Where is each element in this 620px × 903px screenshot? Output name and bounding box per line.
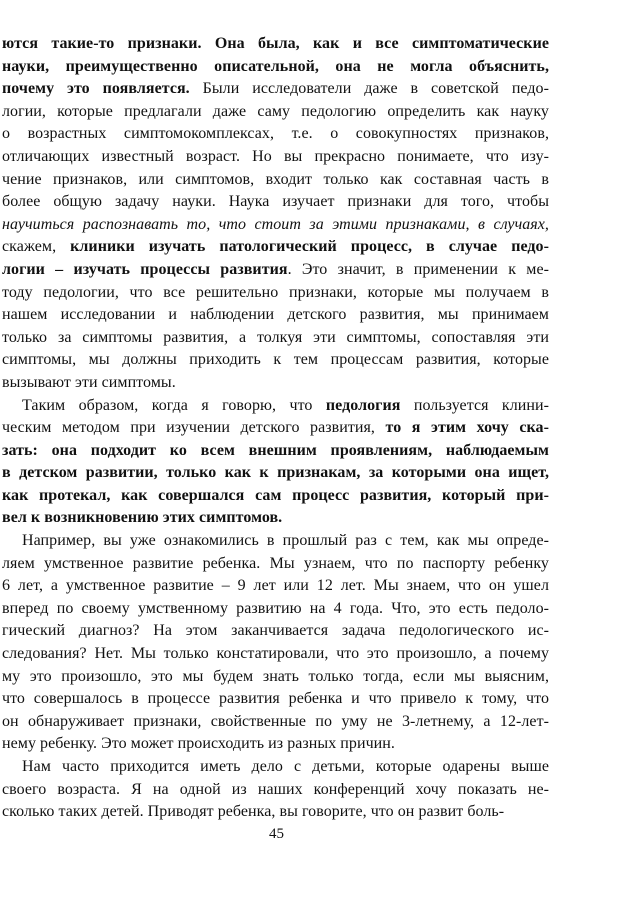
body-text: [2, 33, 549, 824]
text-run: пользуется клини-: [400, 396, 549, 414]
text-line: [2, 327, 549, 350]
text-line: [2, 372, 549, 395]
text-run: . Это значит, в применении к ме-: [287, 260, 549, 278]
text-run: Таким образом, когда я говорю, что: [22, 396, 326, 414]
text-run: логии, которые предлагали даже саму педологию определить как науку: [2, 102, 549, 120]
text-line: [2, 236, 549, 259]
text-line: [2, 146, 549, 169]
text-line: [2, 620, 549, 643]
text-line: [2, 123, 549, 146]
text-run: клиники изучать патологический процесс, в случае педо-: [70, 238, 549, 256]
text-line: [2, 417, 549, 440]
text-line: [2, 801, 549, 824]
text-run: Например, вы уже ознакомились в прошлый раз с тем, как мы опреде-: [22, 532, 549, 550]
text-run: о возрастных симптомокомплексах, т.е. о совокупностях признаков,: [2, 125, 549, 143]
text-run: гический диагноз? На этом заканчивается задача педологического ис-: [2, 622, 549, 640]
text-line: [2, 575, 549, 598]
text-line: [2, 485, 549, 508]
text-run: скажем,: [2, 238, 71, 256]
text-run: ческим методом при изучении детского развития,: [2, 419, 386, 437]
text-run: почему это появляется.: [2, 80, 190, 98]
text-run: ются такие-то признаки. Она была, как и все симптоматические: [2, 35, 549, 52]
page-number: 45: [269, 826, 284, 842]
text-run: отличающих известный возраст. Но вы прекрасно понимаете, что изу-: [2, 147, 549, 165]
text-line: [2, 756, 549, 779]
text-run: нашем исследовании и наблюдении детского развития, мы принимаем: [2, 306, 549, 324]
text-run: он обнаруживает признаки, свойственные по уму не 3-летнему, а 12-лет-: [2, 712, 549, 730]
text-run: зать: она подходит ко всем внешним проявлениям, наблюдаемым: [2, 441, 549, 459]
text-run: науки, преимущественно описательной, она не могла объяснить,: [2, 57, 549, 75]
text-run: более общую задачу науки. Наука изучает признаки для того, чтобы: [2, 193, 549, 211]
text-line: [2, 688, 549, 711]
text-run: нему ребенку. Это может происходить из разных причин.: [2, 735, 395, 753]
text-run: симптомы, мы должны приходить к тем процессам развития, которые: [2, 351, 549, 369]
text-run: вперед по своему умственному развитию на 4 года. Что, это есть педоло-: [2, 599, 549, 617]
text-run: как протекал, как совершался сам процесс развития, который при-: [2, 486, 549, 504]
text-line: [2, 462, 549, 485]
text-line: [2, 553, 549, 576]
text-line: [2, 530, 549, 553]
text-line: [2, 191, 549, 214]
text-run: чение признаков, или симптомов, входит только как составная часть в: [2, 170, 549, 188]
text-line: [2, 598, 549, 621]
text-run: только за симптомы развития, а толкуя эти симптомы, сопоставляя эти: [2, 328, 549, 346]
text-line: [2, 169, 549, 192]
text-run: следования? Нет. Мы только констатировали, что это произошло, а почему: [2, 645, 549, 663]
text-line: [2, 711, 549, 734]
text-line: [2, 282, 549, 305]
text-line: [2, 733, 549, 756]
text-line: [2, 304, 549, 327]
text-line: [2, 56, 549, 79]
text-run: ляем умственное развитие ребенка. Мы узнаем, что по паспорту ребенку: [2, 554, 549, 572]
text-run: вызывают эти симптомы.: [2, 373, 176, 391]
text-run: тоду педологии, что все решительно признаки, которые мы получаем в: [2, 283, 549, 301]
text-run: что совершалось в процессе развития ребенка и что привело к тому, что: [2, 690, 549, 708]
text-line: [2, 101, 549, 124]
text-line: [2, 259, 549, 282]
text-run: логии – изучать процессы развития: [2, 260, 288, 278]
text-run: педология: [325, 396, 401, 414]
text-run: Были исследователи даже в советской педо-: [189, 80, 549, 98]
text-line: [2, 666, 549, 689]
text-run: научиться распознавать то, что стоит за этими признаками, в случаях,: [2, 215, 549, 233]
text-run: своего возраста. Я на одной из наших конференций хочу показать не-: [2, 780, 549, 798]
text-run: то я этим хочу ска-: [385, 419, 549, 437]
text-line: [2, 78, 549, 101]
text-run: в детском развитии, только как к признакам, за которыми она ищет,: [2, 464, 549, 482]
text-run: му это произошло, это мы будем знать только тогда, если мы выясним,: [2, 667, 549, 685]
text-line: [2, 643, 549, 666]
text-line: [2, 507, 549, 530]
text-run: Нам часто приходится иметь дело с детьми, которые одарены выше: [22, 758, 549, 775]
text-run: сколько таких детей. Приводят ребенка, вы говорите, что он развит боль-: [2, 803, 505, 821]
text-line: [2, 214, 549, 237]
text-line: [2, 395, 549, 418]
text-run: вел к возникновению этих симптомов.: [2, 509, 283, 527]
text-line: [2, 349, 549, 372]
text-line: [2, 779, 549, 802]
text-line: [2, 440, 549, 463]
text-run: 6 лет, а умственное развитие – 9 лет или 12 лет. Мы знаем, что он ушел: [2, 577, 549, 595]
text-line: [2, 33, 549, 56]
